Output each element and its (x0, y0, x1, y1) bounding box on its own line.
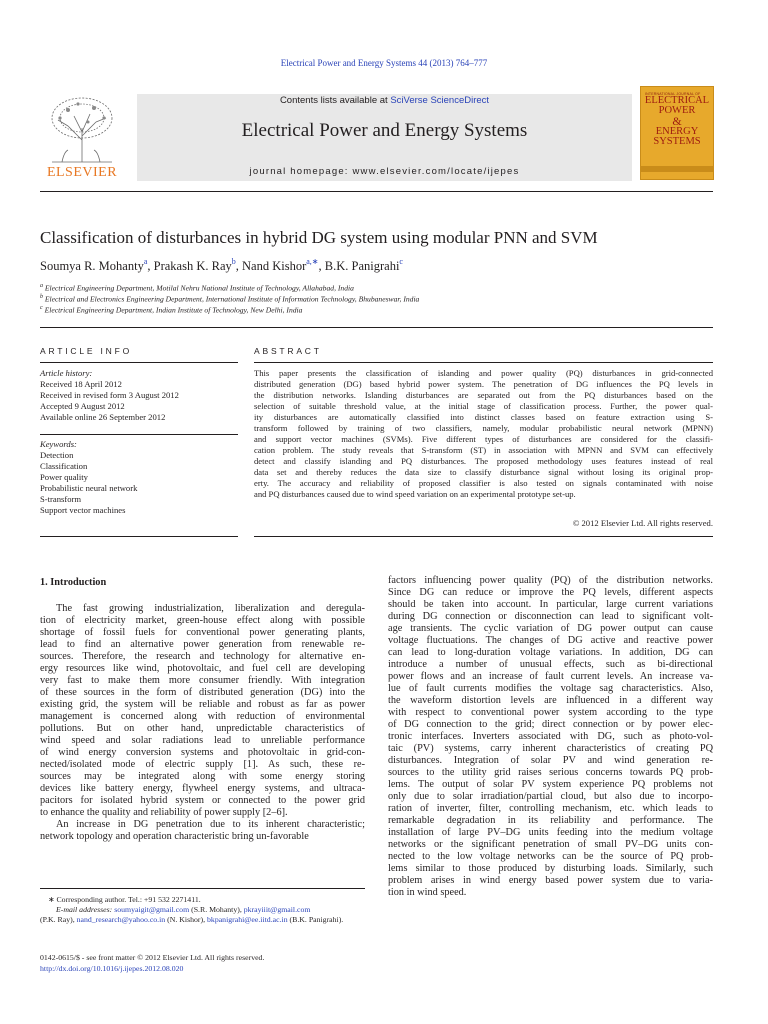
cover-line: POWER (658, 105, 696, 116)
history-item: Received 18 April 2012 (40, 379, 122, 389)
abstract-heading: ABSTRACT (254, 346, 322, 356)
article-info-heading: ARTICLE INFO (40, 346, 133, 356)
abstract-line: ity disturbances are automatically classified into distinct classes based on feature extraction using S- (254, 412, 713, 422)
issn-line: 0142-0615/$ - see front matter © 2012 Elsevier Ltd. All rights reserved. (40, 953, 265, 962)
keyword: Power quality (40, 472, 88, 482)
cover-line: SYSTEMS (653, 136, 701, 147)
cover-small-text: INTERNATIONAL JOURNAL OF (645, 92, 701, 96)
paragraph-line: An increase in DG penetration due to its inherent characteristic; (56, 819, 365, 830)
paragraph-line: problem arises in wind energy based power system due to varia- (388, 875, 713, 886)
paragraph-line: age transients. The cyclic variation of DG power output can cause (388, 623, 713, 634)
sciencedirect-link[interactable]: SciVerse ScienceDirect (390, 95, 490, 106)
paragraph-line: management is concerned along with reduction of environmental (40, 711, 365, 722)
email-owner: (P.K. Ray), (40, 915, 75, 924)
abstract-rule (254, 362, 713, 363)
paragraph-line: sources. Therefore, the research and technology for alternative en- (40, 651, 365, 662)
email-link[interactable]: nand_research@yahoo.co.in (76, 915, 166, 924)
cover-line: ENERGY (655, 126, 699, 137)
email-label: E-mail addresses: (56, 905, 113, 914)
paragraph-line: tion of electricity market, green-house effect along with possible (40, 615, 365, 626)
elsevier-logo (38, 88, 126, 180)
paragraph-line: ergy resources like wind, photovoltaic, and fuel cell are developing (40, 663, 365, 674)
keywords-rule (40, 434, 238, 435)
paragraph-line: devices like battery energy, flywheel energy systems, and ultraca- (40, 783, 365, 794)
paragraph-line: lems similar to those produced by disturbing loads. Similarly, such (388, 863, 713, 874)
paragraph-line: network topology and operation characteristic bring un-favorable (40, 831, 309, 842)
paragraph-line: taic (PV) systems, carry inherent characteristics of creating PQ (388, 743, 713, 754)
keyword: S-transform (40, 494, 82, 504)
keyword: Probabilistic neural network (40, 483, 138, 493)
abstract-line: This paper presents the classification of islanding and power quality (PQ) disturbances in grid-connected (254, 368, 713, 378)
email-owner: (N. Kishor), (167, 915, 206, 924)
paragraph-line: tion in wind speed. (388, 887, 467, 898)
journal-cover (640, 86, 714, 180)
keyword: Support vector machines (40, 505, 126, 515)
abstract-line: the distribution networks. Islanding disturbances are separated out from the PQ disturbances based on the (254, 390, 713, 400)
contents-line (137, 95, 632, 106)
author-name: Soumya R. Mohanty (40, 259, 144, 274)
paragraph-line: disturbances. Integration of solar PV and wind generation re- (388, 755, 713, 766)
paragraph-line: lue of fault currents modifies the voltage sag characteristics. Also, (388, 683, 713, 694)
email-link[interactable]: pkrayiiit@gmail.com (243, 905, 311, 914)
abstract-bottom-rule (254, 536, 713, 537)
article-title: Classification of disturbances in hybrid DG system using modular PNN and SVM (40, 228, 598, 247)
paragraph-line: only due to solar irradiation/partial cloud, but also due to incorpo- (388, 791, 713, 802)
paragraph-line: sources may be integrated along with some energy storing (40, 771, 365, 782)
paragraph-line: of wind energy conversion systems and photovoltaic in grid-con- (40, 747, 365, 758)
footnote (40, 895, 365, 925)
section-heading: 1. Introduction (40, 577, 107, 588)
intro-left-column (40, 603, 365, 843)
email-owner: (S.R. Mohanty), (191, 905, 242, 914)
paragraph-line: tronic interfaces. Inverters associated with DG, such as photo-vol- (388, 731, 713, 742)
affiliation-text: Electrical Engineering Department, Indian Institute of Technology, New Delhi, India (44, 305, 303, 315)
affiliation-text: Electrical Engineering Department, Motilal Nehru National Institute of Technology, Allahabad, India (44, 283, 354, 293)
paragraph-line: factors influencing power quality (PQ) of the distribution networks. (388, 575, 713, 586)
paragraph-line: during DG connection or disconnection can lead to significant volt- (388, 611, 713, 622)
abstract-line: detect and classify islanding and PQ disturbances. The proposed methodology uses features instead of real (254, 456, 713, 466)
paragraph-line: lems. The output of solar PV system experience PQ problems not (388, 779, 713, 790)
cover-line: ELECTRICAL (644, 95, 710, 106)
article-info-rule (40, 362, 238, 363)
article-history (40, 368, 240, 423)
paragraph-line: nected to the low voltage networks can be the source of PQ prob- (388, 851, 713, 862)
paragraph-line: ration of inverter, filter, controlling mechanism, etc. which leads to (388, 803, 713, 814)
abstract-line: data set and thereby reduces the data size to classify disturbance signal without losing its original prop- (254, 467, 713, 477)
doi-link[interactable]: http://dx.doi.org/10.1016/j.ijepes.2012.08.020 (40, 964, 184, 973)
paragraph-line: existing grid, the system will be reliable and robust as far as power (40, 699, 365, 710)
affiliation (40, 305, 302, 315)
paragraph-line: of these sources in the form of distributed generation (DG) into the (40, 687, 365, 698)
abstract-line: selection of suitable threshold value, at the initial stage of classification process. Further, the power qual- (254, 401, 713, 411)
journal-homepage[interactable]: journal homepage: www.elsevier.com/locate/ijepes (249, 166, 520, 177)
author-affil-link[interactable]: b (231, 257, 236, 266)
publisher-name: ELSEVIER (46, 165, 118, 180)
author-affil-link[interactable]: c (399, 257, 403, 266)
info-bottom-rule (40, 536, 238, 537)
history-label: Article history: (40, 368, 93, 378)
paragraph-line: very fast to make them more consumer friendly. With integration (40, 675, 365, 686)
paragraph-line: nected/isolated mode of electric supply [1]. As such, these re- (40, 759, 365, 770)
intro-right-column (388, 575, 713, 899)
front-matter (40, 952, 264, 974)
contents-prefix: Contents lists available at (279, 95, 391, 106)
abstract-line: and PQ disturbances caused due to wind speed variation on an experimental prototype set-up. (254, 489, 576, 499)
affiliation-marker: c (40, 305, 43, 311)
paragraph-line: wind speed and solar radiations lead to unreliable performance (40, 735, 365, 746)
keywords (40, 439, 240, 516)
history-item: Available online 26 September 2012 (40, 412, 166, 422)
abstract-line: transform followed by training of two classifiers, namely, modular probabilistic neural network (MPNN) (254, 423, 713, 433)
paragraph-line: lead to find an alternative power generation from renewable re- (40, 639, 365, 650)
author-affil-link[interactable]: a,∗ (306, 257, 319, 266)
journal-citation[interactable]: Electrical Power and Energy Systems 44 (2013) 764–777 (280, 58, 488, 68)
history-item: Received in revised form 3 August 2012 (40, 390, 179, 400)
author-affil-link[interactable]: a (143, 257, 148, 266)
paragraph-line: Since DG can reduce or improve the PQ levels, different aspects (388, 587, 713, 598)
author-list: Soumya R. Mohanty$^a$, Prakash K. Ray$^b$, Nand Kishor$^{a,∗}$, B.K. Panigrahi$^c$ (40, 257, 403, 274)
journal-title: Electrical Power and Energy Systems (241, 120, 528, 141)
header-rule (40, 191, 713, 192)
affiliation (40, 283, 354, 293)
cover-line: & (672, 114, 682, 128)
paragraph-line: power flows and an increase of fault current levels. An increase va- (388, 671, 713, 682)
paragraph-line: the waveform distortion levels are influenced in a different way (388, 695, 713, 706)
paragraph-line: installation of large PV–DG units feeding into the medium voltage (388, 827, 713, 838)
email-link[interactable]: soumyaigit@gmail.com (114, 905, 190, 914)
cover-title (644, 96, 710, 147)
paragraph-line: with respect to conventional power system according to the type (388, 707, 713, 718)
keyword: Classification (40, 461, 88, 471)
corresponding-author: ∗ Corresponding author. Tel.: +91 532 2271411. (48, 895, 201, 904)
affiliation-text: Electrical and Electronics Engineering Department, International Institute of Information Technology, Bhubaneswar, India (44, 294, 420, 304)
paragraph-line: can lead to long-duration voltage variations. In addition, DG can (388, 647, 713, 658)
paragraph-line: sources to the utility grid raises serious concerns towards PQ prob- (388, 767, 713, 778)
paragraph-line: pollutions. But on other hand, unpredictable characteristics of (40, 723, 365, 734)
keyword: Detection (40, 450, 74, 460)
affiliation-rule (40, 327, 713, 328)
paragraph-line: to enhance the quality and reliability of power supply [2–6]. (40, 807, 288, 818)
affiliation (40, 294, 419, 304)
author-name: Prakash K. Ray (153, 259, 232, 274)
paragraph-line: remarkable degradation in its reliability and performance. The (388, 815, 713, 826)
abstract-line: erty. The accuracy and reliability of proposed classifier is also tested on signals contaminated with noise (254, 478, 713, 488)
affiliation-marker: a (40, 283, 43, 289)
abstract-copyright: © 2012 Elsevier Ltd. All rights reserved. (572, 518, 713, 528)
author-name: B.K. Panigrahi (324, 259, 400, 274)
paragraph-line: pacitors for isolated hybrid system or connected to the power grid (40, 795, 365, 806)
keywords-label: Keywords: (40, 439, 77, 449)
abstract-line: and support vector machines (SVMs). Five different types of disturbances are considered for the classifi- (254, 434, 713, 444)
paragraph-line: of DG connection to the grid; direct connection or by power elec- (388, 719, 713, 730)
cover-band (641, 166, 713, 172)
paragraph-line: introduce a number of unusual effects, such as bi-directional (388, 659, 713, 670)
email-link[interactable]: bkpanigrahi@ee.iitd.ac.in (207, 915, 288, 924)
email-owner: (B.K. Panigrahi). (289, 915, 344, 924)
abstract-text (254, 368, 713, 500)
abstract-line: distributed generation (DG) based hybrid power system. The penetration of DG influences the PQ levels in (254, 379, 713, 389)
abstract-line: cation problem. The study reveals that S-transform (ST) in association with MPNN and SVM can effectively (254, 445, 713, 455)
author-name: Nand Kishor (242, 259, 307, 274)
paragraph-line: voltage fluctuations. The changes of DG active and reactive power (388, 635, 713, 646)
paragraph-line: shortage of fossil fuels for conventional power generating plants, (40, 627, 365, 638)
history-item: Accepted 9 August 2012 (40, 401, 125, 411)
footnote-rule (40, 888, 365, 889)
paragraph-line: The fast growing industrialization, liberalization and deregula- (56, 603, 365, 614)
paragraph-line: should be taken into account. In particular, large current variations (388, 599, 713, 610)
affiliation-marker: b (40, 294, 43, 300)
paragraph-line: networks or the significant penetration of small PV–DG units con- (388, 839, 713, 850)
